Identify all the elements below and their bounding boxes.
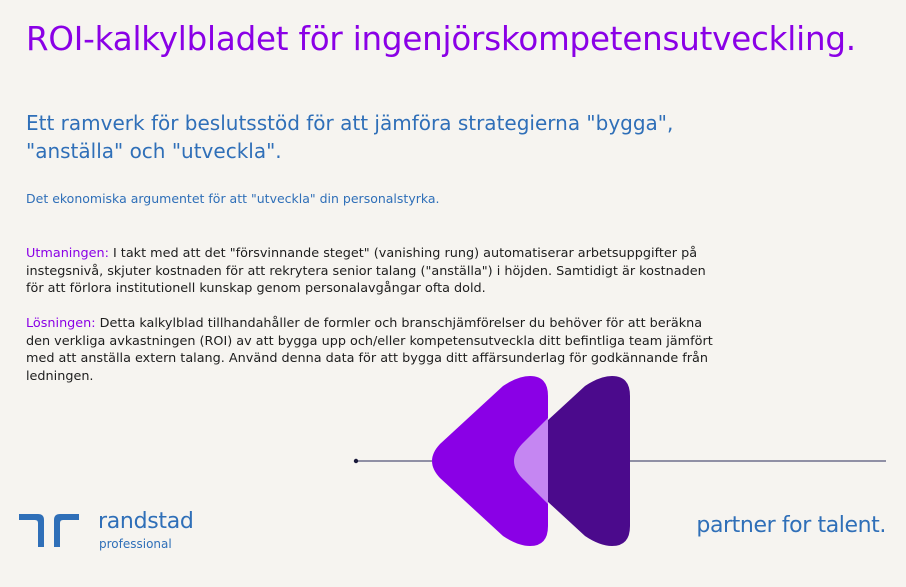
front-chevron-shape bbox=[432, 376, 548, 546]
brand-name: randstad bbox=[98, 509, 194, 534]
chevron-overlap-shape bbox=[514, 418, 548, 504]
solution-paragraph bbox=[26, 315, 716, 385]
randstad-logo-icon bbox=[18, 511, 80, 547]
page-subtitle: Ett ramverk för beslutsstöd för att jämföra strategierna "bygga", "anställa" och "utveckla". bbox=[26, 111, 674, 163]
back-chevron-shape bbox=[514, 376, 630, 546]
challenge-text: I takt med att det "försvinnande steget" (vanishing rung) automatiserar arbetsuppgifter på instegsnivå, skjuter kostnaden för att rekrytera senior talang ("anställa") i höjden. Samtidigt är kostnaden för att förlora institutionell kunskap genom personalavgångar ofta dold. bbox=[26, 246, 706, 296]
brand-claim: partner for talent. bbox=[696, 513, 886, 538]
brand-subtitle: professional bbox=[99, 537, 172, 551]
solution-text: Detta kalkylblad tillhandahåller de formler och branschjämförelser du behöver för att beräkna den verkliga avkastningen (ROI) av att bygga upp och/eller kompetensutveckla ditt befintliga team jämfört med att anställa extern talang. Använd denna data för att bygga ditt affärsunderlag för godkännande från ledningen. bbox=[26, 316, 713, 384]
page-title: ROI-kalkylbladet för ingenjörskompetensutveckling. bbox=[26, 20, 856, 58]
tagline: Det ekonomiska argumentet för att "utveckla" din personalstyrka. bbox=[26, 191, 440, 206]
challenge-lead: Utmaningen: bbox=[26, 246, 109, 261]
solution-lead: Lösningen: bbox=[26, 316, 96, 331]
challenge-paragraph bbox=[26, 245, 716, 298]
rule-dot bbox=[354, 459, 358, 463]
